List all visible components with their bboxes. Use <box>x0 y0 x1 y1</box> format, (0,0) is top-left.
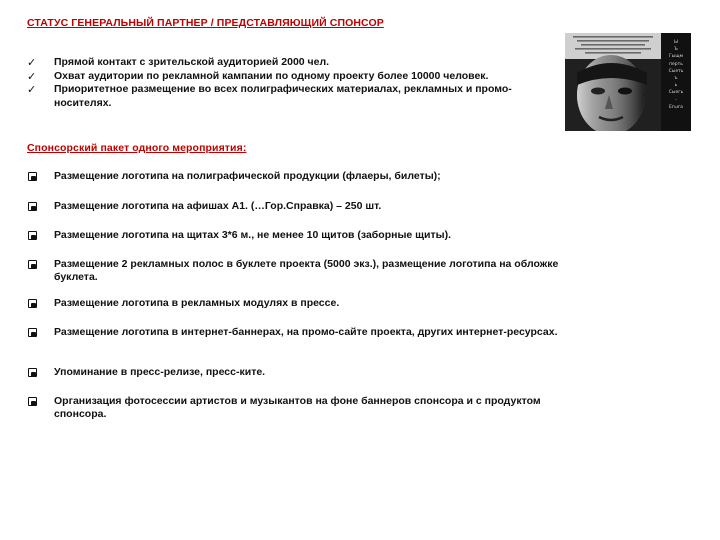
poster-sidebar: Ы Ъ Гыщм перть Сыеть ъ ь Сыегь - Егыга <box>661 33 691 131</box>
package-item <box>27 258 567 283</box>
square-bullet-icon <box>27 326 54 338</box>
package-item-text: Размещение логотипа в интернет-баннерах, на промо-сайте проекта, других интернет-ресурсах. <box>54 326 558 338</box>
package-item <box>27 297 567 310</box>
check-mark-icon: ✓ <box>27 69 37 83</box>
checklist-item <box>27 56 567 70</box>
checklist-item-text: Охват аудитории по рекламной кампании по одному проекту более 10000 человек. <box>54 69 489 82</box>
package-item <box>27 326 567 339</box>
square-bullet-icon <box>27 395 54 407</box>
square-bullet-icon <box>27 297 54 309</box>
checklist-item <box>27 70 567 84</box>
square-bullet-icon <box>27 258 54 270</box>
square-bullet-icon <box>27 200 54 212</box>
status-heading: СТАТУС ГЕНЕРАЛЬНЫЙ ПАРТНЕР / ПРЕДСТАВЛЯЮЩИЙ СПОНСОР <box>27 17 384 29</box>
package-item <box>27 395 567 420</box>
square-bullet-icon <box>27 366 54 378</box>
package-item <box>27 170 567 183</box>
package-item-text: Упоминание в пресс-релизе, пресс-ките. <box>54 366 266 378</box>
checklist-item <box>27 83 567 110</box>
package-item-text: Размещение логотипа на щитах 3*6 м., не менее 10 щитов (заборные щиты). <box>54 229 452 241</box>
package-item-text: Размещение логотипа в рекламных модулях в прессе. <box>54 297 340 309</box>
check-mark-icon: ✓ <box>27 56 37 69</box>
event-poster-image <box>565 33 691 131</box>
package-item-text: Организация фотосессии артистов и музыкантов на фоне баннеров спонсора и с продуктом спонсора. <box>54 395 541 420</box>
checklist-item-text: Приоритетное размещение во всех полиграфических материалах, рекламных и промо- носителях. <box>54 83 512 109</box>
package-item <box>27 229 567 242</box>
package-item-text: Размещение 2 рекламных полос в буклете проекта (5000 экз.), размещение логотипа на обложке буклета. <box>54 258 559 283</box>
check-mark-icon: ✓ <box>27 83 37 96</box>
package-item <box>27 200 567 213</box>
square-bullet-icon <box>27 229 54 241</box>
package-item-text: Размещение логотипа на афишах А1. (…Гор.Справка) – 250 шт. <box>54 200 382 212</box>
performer-face-icon <box>565 33 661 131</box>
package-heading: Спонсорский пакет одного мероприятия: <box>27 142 247 154</box>
package-item <box>27 366 567 379</box>
package-item-text: Размещение логотипа на полиграфической продукции (флаеры, билеты); <box>54 170 441 182</box>
square-bullet-icon <box>27 170 54 182</box>
benefits-checklist <box>27 56 567 110</box>
checklist-item-text: Прямой контакт с зрительской аудиторией 2000 чел. <box>54 56 330 68</box>
